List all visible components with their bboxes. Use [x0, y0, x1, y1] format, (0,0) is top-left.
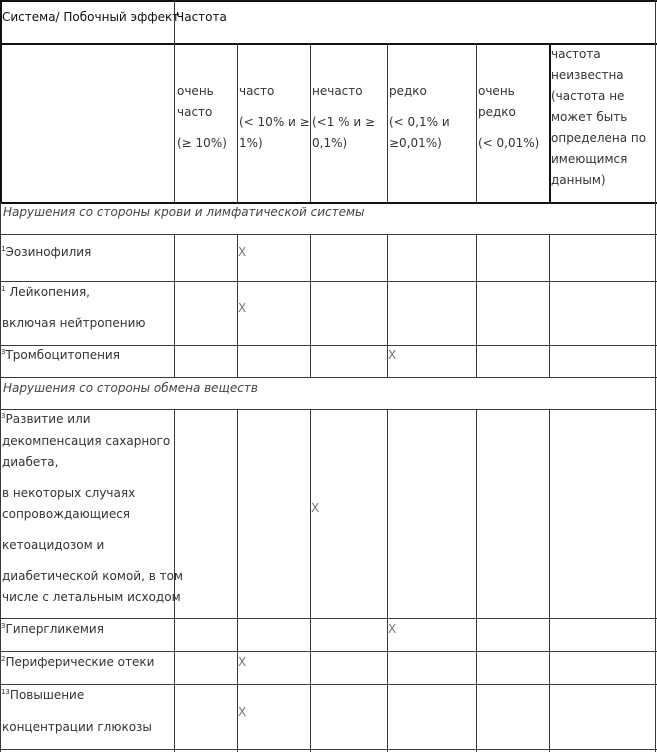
header-frequency: Частота: [176, 10, 227, 24]
mark-common: X: [238, 705, 247, 719]
freq-rare-3: ≥0,01%): [389, 136, 442, 150]
row-peripheral-edema: [1, 652, 154, 675]
freq-unknown-4: может быть: [551, 110, 628, 124]
freq-unknown-3: (частота не: [551, 89, 625, 103]
effect-label: Развитие или: [5, 412, 91, 426]
effect-label-cont: в некоторых случаях: [2, 486, 136, 500]
footnote-ref: 3: [1, 622, 6, 630]
mark-rare: X: [388, 622, 397, 636]
freq-very-rare-1: очень: [478, 84, 515, 98]
footnote-ref: 3: [1, 412, 6, 420]
section-metabolism: Нарушения со стороны обмена веществ: [3, 381, 258, 395]
freq-common-3: 1%): [239, 136, 263, 150]
footnote-ref: 2: [1, 655, 6, 663]
freq-unknown-6: имеющимся: [551, 152, 628, 166]
effect-label-cont: числе с летальным исходом: [2, 590, 181, 604]
effect-label-cont: концентрации глюкозы: [2, 720, 152, 734]
mark-uncommon: X: [311, 501, 320, 515]
header-system: Система/ Побочный эффект: [2, 10, 180, 24]
effect-label-cont: включая нейтропению: [2, 316, 146, 330]
row-hyperglycemia: [1, 619, 104, 642]
effect-label-cont: кетоацидозом и: [2, 538, 105, 552]
effect-label-cont: диабетической комой, в том: [2, 569, 183, 583]
freq-unknown-5: определена по: [551, 131, 647, 145]
freq-unknown-2: неизвестна: [551, 68, 624, 82]
freq-uncommon-2: (<1 % и ≥: [312, 115, 376, 129]
mark-common: X: [238, 245, 247, 259]
freq-common-1: часто: [239, 84, 275, 98]
freq-unknown-1: частота: [551, 47, 601, 61]
footnote-ref: 3: [1, 348, 6, 356]
row-leukopenia: [1, 282, 90, 305]
effect-label: Эозинофилия: [5, 245, 92, 259]
freq-unknown-7: данным): [551, 173, 606, 187]
effect-label-cont: диабета,: [2, 455, 59, 469]
row-glucose-increase: [1, 685, 84, 708]
freq-very-rare-3: (< 0,01%): [478, 136, 540, 150]
freq-common-2: (< 10% и ≥: [239, 115, 310, 129]
mark-common: X: [238, 301, 247, 315]
freq-very-rare-2: редко: [478, 105, 516, 119]
effect-label: Гипергликемия: [5, 622, 104, 636]
footnote-ref: 1: [1, 285, 6, 293]
footnote-ref: 1: [1, 245, 6, 253]
section-blood-lymph: Нарушения со стороны крови и лимфатической системы: [3, 205, 365, 219]
freq-uncommon-1: нечасто: [312, 84, 363, 98]
freq-rare-2: (< 0,1% и: [389, 115, 450, 129]
freq-very-common-1: очень: [177, 84, 214, 98]
footnote-ref: 13: [1, 688, 10, 696]
freq-rare-1: редко: [389, 84, 427, 98]
row-thrombocytopenia: [1, 345, 120, 368]
row-diabetes: [1, 409, 91, 432]
freq-uncommon-3: 0,1%): [312, 136, 348, 150]
row-eosinophilia: [1, 242, 91, 265]
effect-label: Повышение: [9, 688, 85, 702]
freq-very-common-2: часто: [177, 105, 213, 119]
freq-very-common-3: (≥ 10%): [177, 136, 227, 150]
mark-rare: X: [388, 348, 397, 362]
effect-label: Тромбоцитопения: [5, 348, 120, 362]
effect-label-cont: сопровождающиеся: [2, 507, 131, 521]
effect-label-cont: декомпенсация сахарного: [2, 434, 171, 448]
effect-label: Лейкопения,: [5, 285, 90, 299]
mark-common: X: [238, 655, 247, 669]
effect-label: Периферические отеки: [5, 655, 155, 669]
